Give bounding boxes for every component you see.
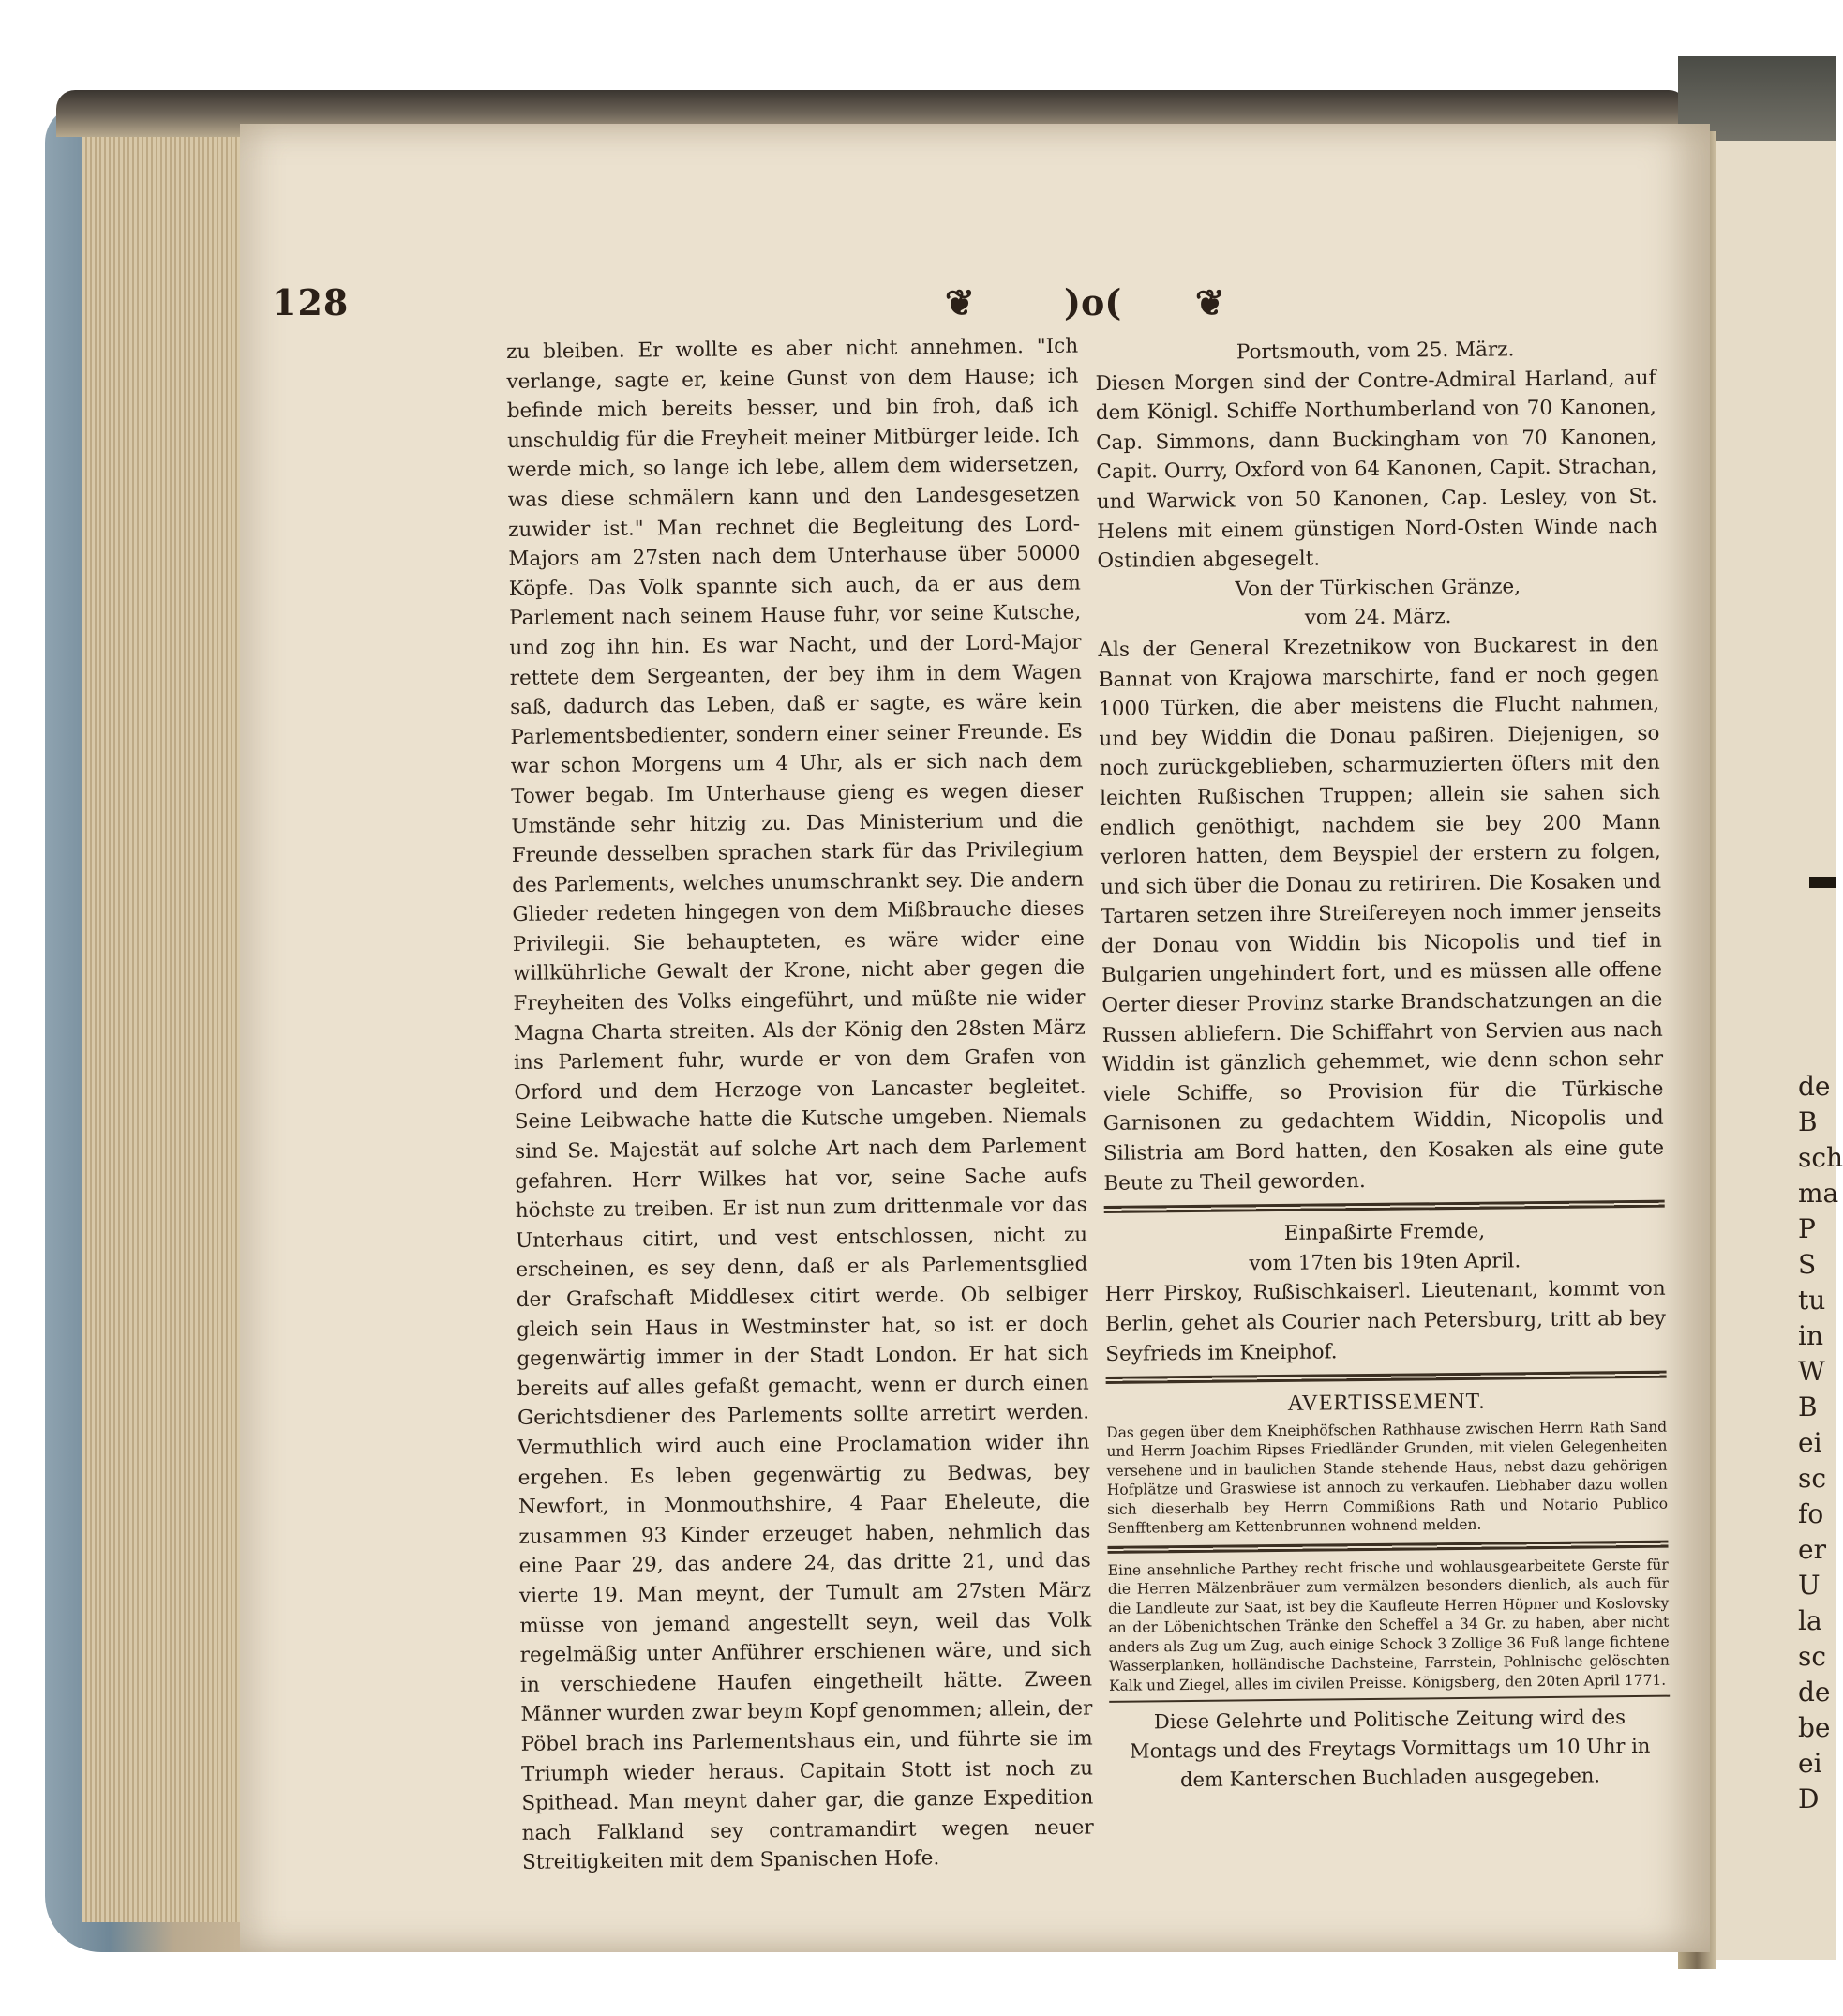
adjacent-page-rule (1809, 877, 1836, 888)
advert-house: Das gegen über dem Kneiphöfschen Rathhause zwischen Herrn Rath Sand und Herrn Joachim Ripses Friedländer Grunden, mit vielen Gelegenheiten versehene und in baulichen Stande stehende Haus, nebst dazu gehörigen Hofplätze und Graswiese ist annoch zu verkaufen. Liebhaber dazu wollen sich dieserhalb bey Herrn Commißions Rath und Notario Publico Senfftenberg am Kettenbrunnen wohnend melden. (1106, 1418, 1669, 1538)
page-block-edge (82, 131, 242, 1922)
adjacent-fragment: la (1798, 1605, 1822, 1636)
turkish-dateline: Von der Türkischen Gränze, (1235, 575, 1521, 602)
adjacent-fragment: sc (1798, 1641, 1827, 1672)
publication-note: Diese Gelehrte und Politische Zeitung wird des Montags und des Freytags Vormittags um 10 Uhr in dem Kanterschen Buchladen ausgegeben. (1129, 1706, 1651, 1792)
right-column (1095, 334, 1671, 1796)
section-divider (1104, 1200, 1665, 1213)
left-ornament-icon: ❦ (945, 281, 975, 323)
adjacent-page-fragments (1798, 1069, 1843, 1817)
adjacent-fragment: in (1798, 1320, 1823, 1351)
portsmouth-dateline: Portsmouth, vom 25. März. (1236, 338, 1515, 365)
adjacent-fragment: be (1798, 1712, 1831, 1743)
arrivals-text: Herr Pirskoy, Rußischkaiserl. Lieutenant, kommt von Berlin, gehet als Courier nach Petersburg, tritt ab bey Seyfrieds im Kneiphof. (1104, 1277, 1667, 1366)
adjacent-fragment: sc (1798, 1463, 1827, 1494)
section-divider (1107, 1540, 1668, 1553)
adjacent-fragment: D (1798, 1783, 1820, 1814)
adjacent-fragment: er (1798, 1534, 1826, 1565)
section-divider (1106, 1371, 1667, 1384)
left-column (506, 332, 1094, 1878)
advert-title: AVERTISSEMENT. (1287, 1389, 1486, 1417)
adjacent-fragment: ma (1798, 1178, 1839, 1209)
arrivals-title: Einpaßirte Fremde, (1283, 1219, 1486, 1246)
center-ornament: )o( (1064, 281, 1122, 323)
adjacent-fragment: B (1798, 1106, 1818, 1137)
advert-barley: Eine ansehnliche Parthey recht frische und wohlausgearbeitete Gerste für die Herren Mälzenbräuer zum vermälzen besonders dienlich, als auch für die Landleute zur Saat, ist bey die Kaufleute Herren Höpner und Koslovsky an der Löbenichtschen Tränke den Scheffel a 34 Gr. zu haben, aber nicht anders als Zug um Zug, auch einige Schock 3 Zollige 36 Fuß lange fichtene Wasserplanken, holländische Dachsteine, Farrstein, Pohlnische gelöschten Kalk und Ziegel, alles im civilen Preisse. Königsberg, den 20ten April 1771. (1107, 1556, 1670, 1694)
portsmouth-article: Diesen Morgen sind der Contre-Admiral Harland, auf dem Königl. Schiffe Northumberland von 70 Kanonen, Cap. Simmons, dann Buckingham von 70 Kanonen, Capit. Ourry, Oxford von 64 Kanonen, Capit. Strachan, und Warwick von 50 Kanonen, Cap. Lesley, von St. Helens mit einem günstigen Nord-Osten Winde nach Ostindien abgesegelt. (1095, 366, 1658, 574)
adjacent-fragment: de (1798, 1071, 1831, 1102)
page-number: 128 (272, 281, 350, 323)
adjacent-fragment: sch (1798, 1142, 1843, 1173)
adjacent-fragment: W (1798, 1356, 1825, 1387)
adjacent-fragment: P (1798, 1213, 1816, 1244)
adjacent-fragment: U (1798, 1570, 1821, 1601)
footer-rule (1109, 1695, 1670, 1703)
adjacent-fragment: S (1798, 1249, 1817, 1280)
turkish-date: vom 24. März. (1304, 605, 1452, 631)
left-column-text: zu bleiben. Er wollte es aber nicht annehmen. "Ich verlange, sagte er, keine Gunst von dem Hause; ich befinde mich bereits besser, und bin froh, daß ich unschuldig für die Freyheit meiner Mitbürger leide. Ich werde mich, so lange ich lebe, allem dem widersetzen, was diese schmälern kann und den Landesgesetzen zuwider ist." Man rechnet die Begleitung des Lord-Majors am 27sten nach dem Unterhause über 50000 Köpfe. Das Volk spannte sich auch, da er aus dem Parlement nach seinem Hause fuhr, vor seine Kutsche, und zog ihn hin. Es war Nacht, und der Lord-Major rettete dem Sergeanten, der bey ihm in dem Wagen saß, dadurch das Leben, daß er sagte, es wäre kein Parlementsbedienter, sondern einer seiner Freunde. Es war schon Morgens um 4 Uhr, als er sich nach dem Tower begab. Im Unterhause gieng es wegen dieser Umstände sehr hitzig zu. Das Ministerium und die Freunde desselben sprachen stark für das Privilegium des Parlements, welches unumschrankt sey. Die andern Glieder redeten hingegen von dem Mißbrauche dieses Privilegii. Sie behaupteten, es wäre wider eine willkührliche Gewalt der Krone, nicht aber gegen die Freyheiten des Volks eingeführt, und müßte nie wider Magna Charta streiten. Als der König den 28sten März ins Parlement fuhr, wurde er von dem Grafen von Orford und dem Herzoge von Lancaster begleitet. Seine Leibwache hatte die Kutsche umgeben. Niemals sind Se. Majestät auf solche Art nach dem Parlement gefahren. Herr Wilkes hat vor, seine Sache aufs höchste zu treiben. Er ist nun zum drittenmale vor das Unterhaus citirt, und vest entschlossen, nicht zu erscheinen, es sey denn, daß er als Parlementsglied der Grafschaft Middlesex citirt werde. Ob selbiger gleich sein Haus in Westminster hat, so ist er doch gegenwärtig immer in der Stadt London. Er hat sich bereits auf alles gefaßt gemacht, wenn er durch einen Gerichtsdiener des Parlements sollte arretirt werden. Vermuthlich wird auch eine Proclamation wider ihn ergehen. Es leben gegenwärtig zu Bedwas, bey Newfort, in Monmouthshire, 4 Paar Eheleute, die zusammen 93 Kinder erzeuget haben, nehmlich das eine Paar 29, das andere 24, das dritte 21, und das vierte 19. Man meynt, der Tumult am 27sten März müsse von jemand angestellt seyn, weil das Volk regelmäßig unter Anführer erschienen wäre, und sich in verschiedene Haufen eingetheilt hätte. Zween Männer wurden zwar beym Kopf genommen; allein, der Pöbel brach ins Parlementshaus ein, und führte sie im Triumph wieder heraus. Capitain Stott ist noch zu Spithead. Man meynt daher gar, die ganze Expedition nach Falkland sey contramandirt wegen neuer Streitigkeiten mit dem Spanischen Hofe. (506, 334, 1094, 1875)
adjacent-fragment: ei (1798, 1748, 1822, 1779)
adjacent-fragment: tu (1798, 1285, 1826, 1316)
adjacent-fragment: de (1798, 1677, 1831, 1708)
page-header (272, 281, 1237, 328)
arrivals-dates: vom 17ten bis 19ten April. (1249, 1249, 1521, 1276)
turkish-article: Als der General Krezetnikow von Buckarest in den Bannat von Krajowa marschirte, fand er noch gegen 1000 Türken, die aber meistens die Flucht nahmen, und bey Widdin die Donau paßiren. Diejenigen, so noch zurückgeblieben, scharmuzierten öfters mit den leichten Rußischen Truppen; allein sie sahen sich endlich genöthigt, nachdem sie bey 200 Mann verloren hatten, dem Beyspiel der erstern zu folgen, und sich über die Donau zu retiriren. Die Kosaken und Tartaren setzen ihre Streifereyen noch immer jenseits der Donau von Widdin bis Nicopolis und tief in Bulgarien ungehindert fort, und es müssen alle offene Oerter dieser Provinz starke Brandschatzungen an die Russen abliefern. Die Schiffahrt von Servien aus nach Widdin ist gänzlich gehemmet, wie denn schon sehr viele Schiffe, so Provision für die Türkische Garnisonen zu gedachtem Widdin, Nicopolis und Silistria am Bord hatten, den Kosaken als eine gute Beute zu Theil geworden. (1098, 632, 1665, 1196)
right-ornament-icon: ❦ (1195, 281, 1225, 323)
adjacent-fragment: B (1798, 1392, 1818, 1422)
adjacent-fragment: fo (1798, 1498, 1824, 1529)
adjacent-fragment: ei (1798, 1427, 1822, 1458)
